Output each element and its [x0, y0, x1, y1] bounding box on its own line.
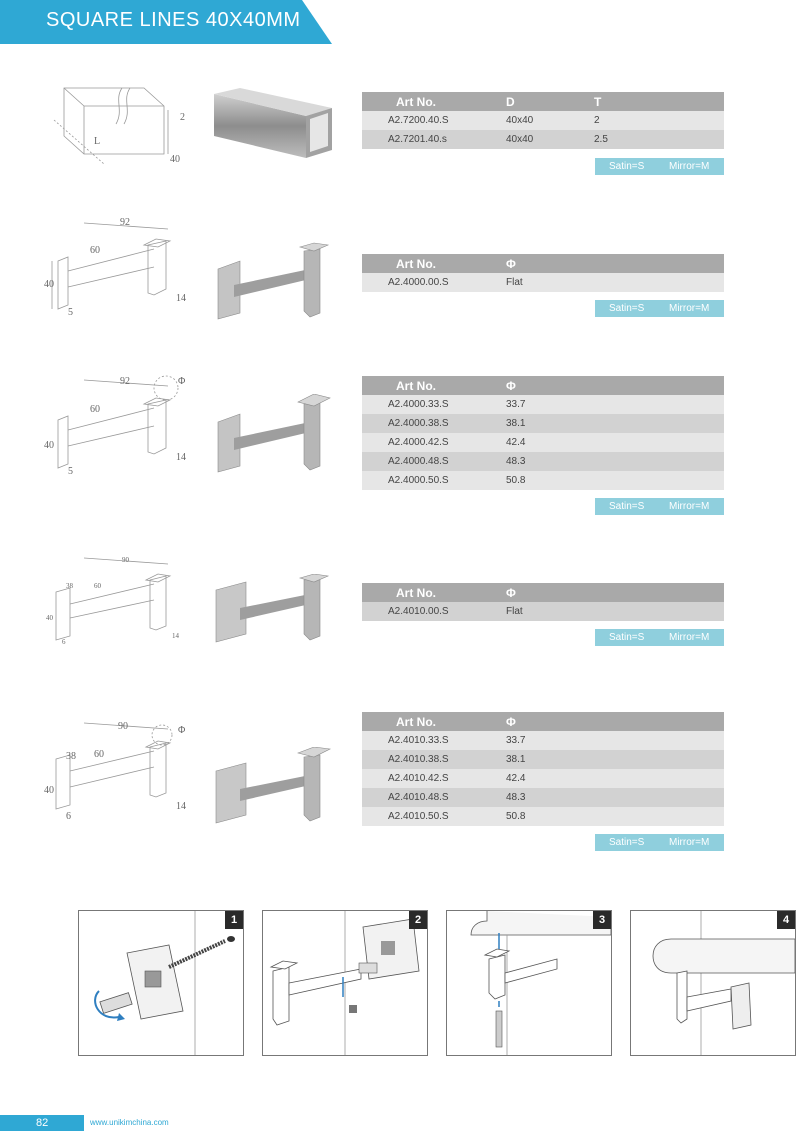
table-row [362, 414, 724, 433]
page-footer [0, 1115, 800, 1131]
dim-diameter: Φ [178, 725, 186, 736]
spec-table-bracket-saddle [362, 376, 724, 490]
legend-mirror: Mirror=M [669, 303, 710, 314]
legend-satin: Satin=S [609, 161, 645, 172]
cell-art-no: A2.4010.48.S [362, 788, 506, 807]
cell-art-no: A2.4010.38.S [362, 750, 506, 769]
cell-art-no: A2.7201.40.s [362, 130, 506, 149]
dim-height: 40 [46, 614, 53, 622]
cell-t: 2 [594, 111, 724, 130]
legend-mirror: Mirror=M [669, 501, 710, 512]
dim-width: 92 [120, 217, 130, 228]
table-row [362, 111, 724, 130]
dim-top: 14 [172, 632, 179, 640]
column-header-art-no: Art No. [362, 254, 506, 273]
cell-art-no: A2.4000.33.S [362, 395, 506, 414]
cell-phi: 42.4 [506, 433, 594, 452]
cell-phi: Flat [506, 273, 594, 292]
bracket-technical-drawing [44, 215, 194, 320]
table-row [362, 788, 724, 807]
cell-art-no: A2.7200.40.S [362, 111, 506, 130]
step-1-illustration [79, 911, 243, 1055]
spec-table-bracket-square-flat [362, 583, 724, 621]
step-number: 2 [409, 911, 427, 929]
step-number: 1 [225, 911, 243, 929]
install-step-1 [78, 910, 244, 1056]
dim-depth: 60 [94, 582, 101, 590]
dim-plate-size: 38 [66, 751, 76, 762]
column-header-art-no: Art No. [362, 583, 506, 602]
dim-height: 40 [44, 440, 54, 451]
finish-legend [595, 158, 724, 175]
dim-width: 40 [170, 154, 180, 165]
column-header-phi: Φ [506, 712, 594, 731]
cell-phi: 38.1 [506, 414, 594, 433]
cell-phi: 48.3 [506, 788, 594, 807]
step-number: 3 [593, 911, 611, 929]
install-step-4 [630, 910, 796, 1056]
legend-satin: Satin=S [609, 303, 645, 314]
column-header-art-no: Art No. [362, 376, 506, 395]
step-2-illustration [263, 911, 427, 1055]
table-row [362, 602, 724, 621]
table-row [362, 395, 724, 414]
install-step-3 [446, 910, 612, 1056]
installation-steps [0, 910, 800, 1055]
dim-depth: 60 [90, 245, 100, 256]
cell-art-no: A2.4010.33.S [362, 731, 506, 750]
spec-table-tube [362, 92, 724, 149]
cell-d: 40x40 [506, 130, 594, 149]
bracket-photo [210, 241, 340, 321]
table-row [362, 807, 724, 826]
cell-art-no: A2.4010.42.S [362, 769, 506, 788]
column-header-phi: Φ [506, 254, 594, 273]
column-header-art-no: Art No. [362, 92, 506, 111]
install-step-2 [262, 910, 428, 1056]
legend-mirror: Mirror=M [669, 161, 710, 172]
dim-width: 92 [120, 376, 130, 387]
column-header-phi: Φ [506, 376, 594, 395]
finish-legend [595, 498, 724, 515]
dim-plate: 6 [62, 638, 66, 646]
dim-height: 40 [44, 279, 54, 290]
bracket-photo [210, 747, 340, 827]
column-header-t: T [594, 92, 724, 111]
dim-diameter: Φ [178, 376, 186, 387]
dim-width: 90 [118, 721, 128, 732]
table-row [362, 452, 724, 471]
bracket-photo [210, 574, 340, 644]
website-link[interactable]: www.unikimchina.com [90, 1118, 169, 1127]
cell-phi: 50.8 [506, 807, 594, 826]
spec-table-bracket-flat [362, 254, 724, 292]
cell-phi: 50.8 [506, 471, 594, 490]
bracket-technical-drawing [44, 552, 194, 652]
dim-plate: 5 [68, 307, 73, 318]
tube-photo [210, 86, 340, 166]
dim-depth: 60 [90, 404, 100, 415]
dim-plate-size: 38 [66, 582, 73, 590]
table-header-row [362, 254, 724, 273]
finish-legend [595, 300, 724, 317]
tube-technical-drawing [44, 80, 194, 172]
table-row [362, 471, 724, 490]
legend-mirror: Mirror=M [669, 632, 710, 643]
cell-phi: 48.3 [506, 452, 594, 471]
finish-legend [595, 834, 724, 851]
legend-mirror: Mirror=M [669, 837, 710, 848]
finish-legend [595, 629, 724, 646]
bracket-technical-drawing [44, 370, 194, 480]
cell-d: 40x40 [506, 111, 594, 130]
step-3-illustration [447, 911, 611, 1055]
table-row [362, 273, 724, 292]
cell-phi: 42.4 [506, 769, 594, 788]
page-number: 82 [36, 1117, 49, 1129]
table-row [362, 433, 724, 452]
table-row [362, 130, 724, 149]
table-header-row [362, 92, 724, 111]
bracket-technical-drawing [44, 715, 194, 825]
dim-thickness: 2 [180, 112, 185, 123]
table-header-row [362, 583, 724, 602]
column-header-art-no: Art No. [362, 712, 506, 731]
dim-height: 40 [44, 785, 54, 796]
dim-plate: 6 [66, 811, 71, 822]
step-4-illustration [631, 911, 795, 1055]
dim-top: 14 [176, 293, 186, 304]
cell-art-no: A2.4000.42.S [362, 433, 506, 452]
cell-art-no: A2.4000.00.S [362, 273, 506, 292]
page-title: SQUARE LINES 40X40MM [46, 9, 301, 31]
cell-t: 2.5 [594, 130, 724, 149]
page-header [0, 0, 332, 44]
dim-top: 14 [176, 801, 186, 812]
dim-plate: 5 [68, 466, 73, 477]
dim-length: L [94, 136, 101, 147]
legend-satin: Satin=S [609, 632, 645, 643]
cell-art-no: A2.4000.50.S [362, 471, 506, 490]
legend-satin: Satin=S [609, 501, 645, 512]
dim-top: 14 [176, 452, 186, 463]
cell-art-no: A2.4000.38.S [362, 414, 506, 433]
table-row [362, 769, 724, 788]
table-row [362, 750, 724, 769]
cell-phi: Flat [506, 602, 594, 621]
bracket-photo [210, 394, 340, 474]
column-header-phi: Φ [506, 583, 594, 602]
cell-art-no: A2.4010.50.S [362, 807, 506, 826]
cell-phi: 33.7 [506, 395, 594, 414]
cell-art-no: A2.4000.48.S [362, 452, 506, 471]
legend-satin: Satin=S [609, 837, 645, 848]
cell-phi: 38.1 [506, 750, 594, 769]
dim-depth: 60 [94, 749, 104, 760]
table-row [362, 731, 724, 750]
table-header-row [362, 712, 724, 731]
cell-phi: 33.7 [506, 731, 594, 750]
spec-table-bracket-square-saddle [362, 712, 724, 826]
cell-art-no: A2.4010.00.S [362, 602, 506, 621]
column-header-d: D [506, 92, 594, 111]
page-number-tab [0, 1115, 84, 1131]
dim-width: 90 [122, 556, 129, 564]
step-number: 4 [777, 911, 795, 929]
table-header-row [362, 376, 724, 395]
